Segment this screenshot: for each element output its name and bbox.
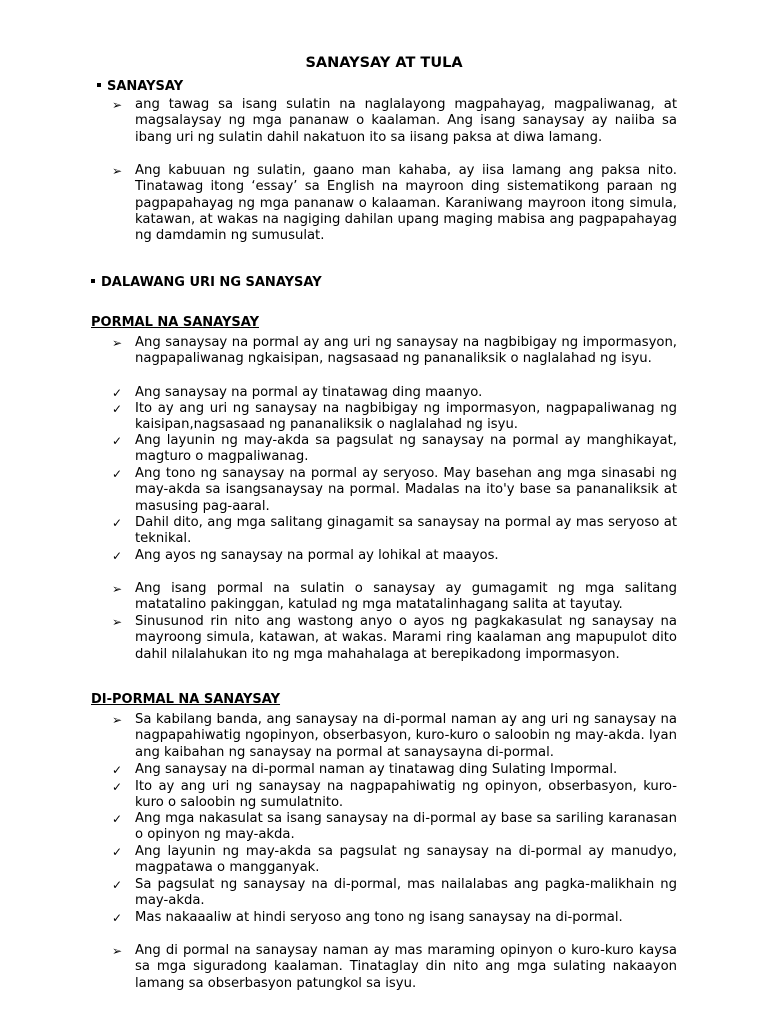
list-item-text: Ang layunin ng may-akda sa pagsulat ng sanaysay na di-pormal ay manudyo, magpatawa o mangganyak. <box>135 844 677 876</box>
list-item-text: Ang isang pormal na sulatin o sanaysay ay gumagamit ng mga salitang matatalino pakinggan, katulad ng mga matatalinhagang salita at tayutay. <box>135 581 677 613</box>
list-item-text: Sa kabilang banda, ang sanaysay na di-pormal naman ay ang uri ng sanaysay na nagpapahiwatig ngopinyon, obserbasyon, kuro-kuro o saloobin ng may-akda. Iyan ang kaibahan ng sanaysay na pormal at sanaysayna di-pormal. <box>135 712 677 760</box>
list-item <box>112 548 677 564</box>
check-bullet-icon: ✓ <box>112 467 123 481</box>
list-item <box>112 163 677 244</box>
list-item <box>112 910 677 926</box>
list-item-text: Ang kabuuan ng sulatin, gaano man kahaba, ay iisa lamang ang paksa nito. Tinatawag itong ‘essay’ sa English na mayroon ding sistematikong paraan ng pagpapahayag ng mga pananaw o kalaaman. Karaniwang mayroon itong simula, katawan, at wakas na nagiging dahilan upang maging mabisa ang pagpapahayag ng damdamin ng sumusulat. <box>135 163 677 244</box>
check-bullet-icon: ✓ <box>112 780 123 794</box>
list-item-text: Ito ay ang uri ng sanaysay na nagpapahiwatig ng opinyon, obserbasyon, kuro-kuro o saloobin ng sumulatnito. <box>135 779 677 811</box>
page-title: SANAYSAY AT TULA <box>305 55 463 71</box>
list-item <box>112 811 677 844</box>
list-item-text: Ang sanaysay na pormal ay tinatawag ding maanyo. <box>135 385 483 400</box>
arrow-bullet-icon: ➢ <box>112 98 123 112</box>
arrow-bullet-icon: ➢ <box>112 944 123 958</box>
list-item <box>112 385 677 401</box>
list-item <box>112 335 677 368</box>
list-item-text: Ang di pormal na sanaysay naman ay mas maraming opinyon o kuro-kuro kaysa sa mga siguradong kaalaman. Tinataglay din nito ang mga sulating nakaayon lamang sa obserbasyon patungkol sa isyu. <box>135 943 677 991</box>
arrow-bullet-icon: ➢ <box>112 582 123 596</box>
list-item-text: Dahil dito, ang mga salitang ginagamit sa sanaysay na pormal ay mas seryoso at teknikal. <box>135 515 677 547</box>
arrow-bullet-icon: ➢ <box>112 713 123 727</box>
arrow-bullet-icon: ➢ <box>112 615 123 629</box>
list-item <box>112 614 677 663</box>
subsection-heading-dipormal: DI-PORMAL NA SANAYSAY <box>91 692 281 707</box>
list-item-text: Sinusunod rin nito ang wastong anyo o ayos ng pagkakasulat ng sanaysay na mayroong simula, katawan, at wakas. Marami ring kaalaman ang mapupulot dito dahil nilalahukan ito ng mga mahahalaga at berepikadong impormasyon. <box>135 614 677 662</box>
list-item <box>112 844 677 877</box>
list-item-text: Ang tono ng sanaysay na pormal ay seryoso. May basehan ang mga sinasabi ng may-akda sa isangsanaysay na pormal. Madalas na ito'y base sa pananaliksik at masusing pag-aaral. <box>135 466 677 514</box>
list-item-text: Ang layunin ng may-akda sa pagsulat ng sanaysay na pormal ay manghikayat, magturo o magpaliwanag. <box>135 433 677 465</box>
list-item-text: Ito ay ang uri ng sanaysay na nagbibigay ng impormasyon, nagpapaliwanag ng kaisipan,nagsasaad ng pananaliksik o naglalahad ng isyu. <box>135 401 677 433</box>
section-heading-text: DALAWANG URI NG SANAYSAY <box>101 275 322 290</box>
list-item-text: Ang mga nakasulat sa isang sanaysay na di-pormal ay base sa sariling karanasan o opinyon ng may-akda. <box>135 811 677 843</box>
square-bullet-icon <box>97 83 101 87</box>
check-bullet-icon: ✓ <box>112 386 123 400</box>
check-bullet-icon: ✓ <box>112 878 123 892</box>
arrow-bullet-icon: ➢ <box>112 336 123 350</box>
list-item-text: Mas nakaaaliw at hindi seryoso ang tono ng isang sanaysay na di-pormal. <box>135 910 623 925</box>
list-item <box>112 433 677 466</box>
check-bullet-icon: ✓ <box>112 549 123 563</box>
list-item <box>112 515 677 548</box>
list-item <box>112 779 677 812</box>
check-bullet-icon: ✓ <box>112 402 123 416</box>
list-item <box>112 943 677 992</box>
check-bullet-icon: ✓ <box>112 812 123 826</box>
section-heading-dalawang-uri <box>91 275 322 291</box>
check-bullet-icon: ✓ <box>112 911 123 925</box>
list-item <box>112 712 677 761</box>
check-bullet-icon: ✓ <box>112 434 123 448</box>
list-item-text: Ang ayos ng sanaysay na pormal ay lohikal at maayos. <box>135 548 499 563</box>
list-item <box>112 581 677 614</box>
square-bullet-icon <box>91 279 95 283</box>
subsection-heading-pormal: PORMAL NA SANAYSAY <box>91 315 259 330</box>
list-item-text: ang tawag sa isang sulatin na naglalayong magpahayag, magpaliwanag, at magsalaysay ng mga pananaw o kaalaman. Ang isang sanaysay ay naiiba sa ibang uri ng sulatin dahil nakatuon ito sa iisang paksa at diwa lamang. <box>135 97 677 145</box>
list-item <box>112 401 677 434</box>
check-bullet-icon: ✓ <box>112 516 123 530</box>
check-bullet-icon: ✓ <box>112 763 123 777</box>
section-heading-text: SANAYSAY <box>107 79 184 94</box>
list-item <box>112 762 677 778</box>
section-heading-sanaysay <box>97 79 183 95</box>
list-item <box>112 466 677 515</box>
arrow-bullet-icon: ➢ <box>112 164 123 178</box>
list-item <box>112 877 677 910</box>
list-item <box>112 97 677 146</box>
list-item-text: Ang sanaysay na pormal ay ang uri ng sanaysay na nagbibigay ng impormasyon, nagpapaliwanag ngkaisipan, nagsasaad ng pananaliksik o naglalahad ng isyu. <box>135 335 677 367</box>
list-item-text: Sa pagsulat ng sanaysay na di-pormal, mas nailalabas ang pagka-malikhain ng may-akda. <box>135 877 677 909</box>
list-item-text: Ang sanaysay na di-pormal naman ay tinatawag ding Sulating Impormal. <box>135 762 618 777</box>
check-bullet-icon: ✓ <box>112 845 123 859</box>
